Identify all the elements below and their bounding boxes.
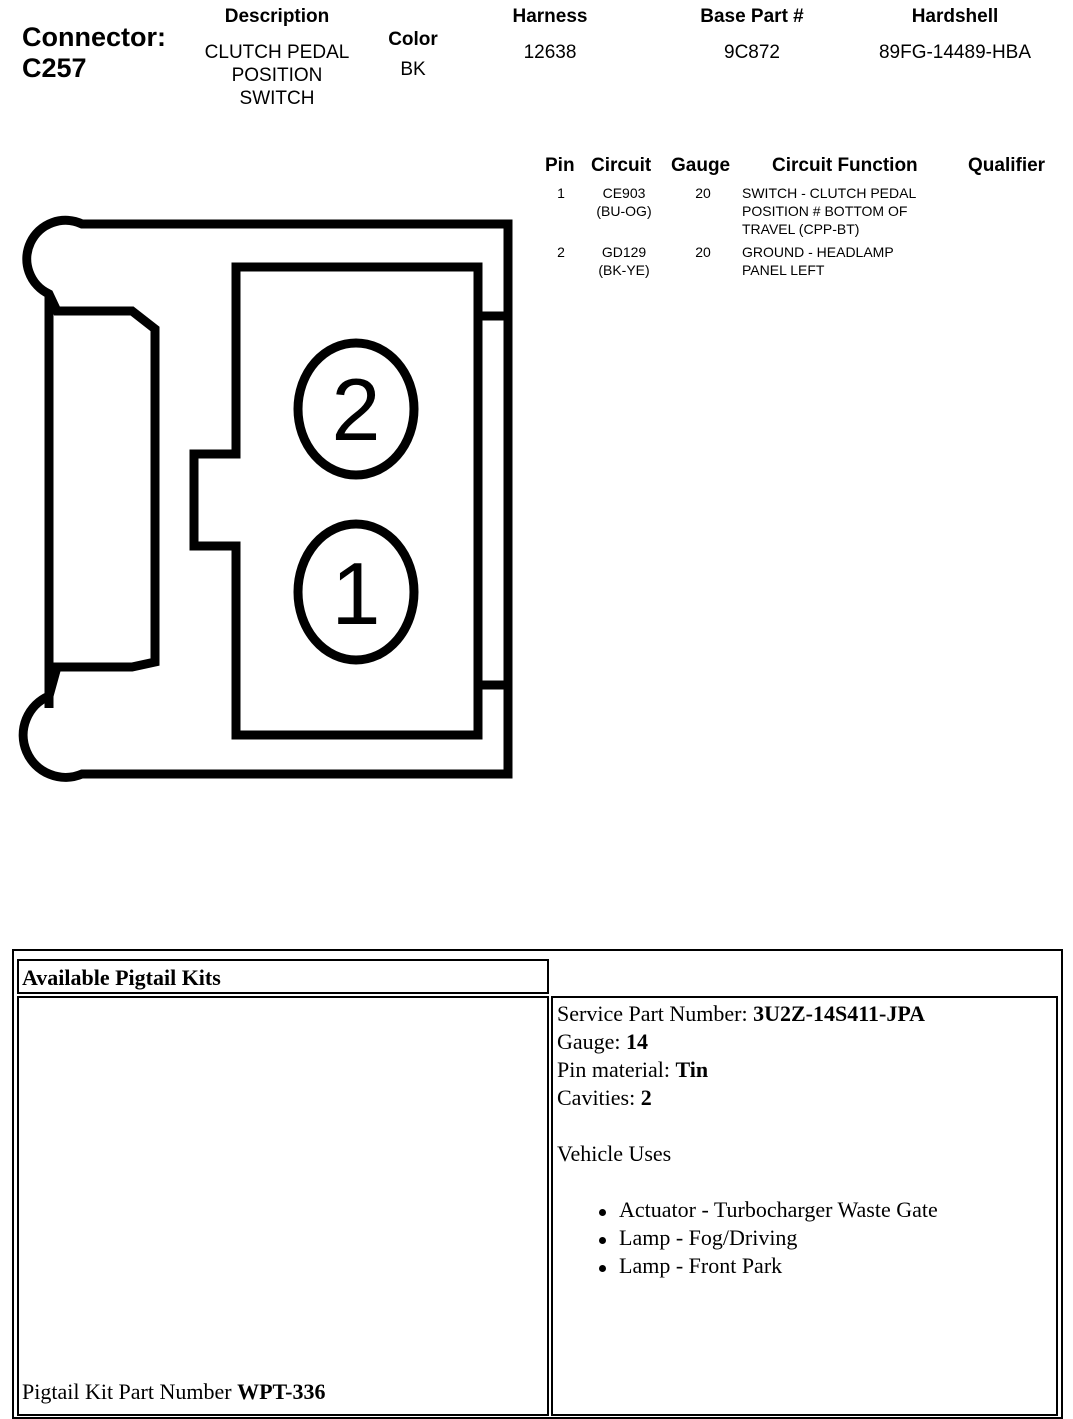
base-part-value: 9C872 [724,42,780,63]
connector-face-diagram [0,190,540,810]
base-part-label: Base Part # [700,6,804,27]
pin-material-label: Pin material: [557,1057,676,1082]
hardshell-column [855,6,1055,64]
description-value [177,41,377,110]
harness-column [480,6,620,64]
connector-shell-outline [23,220,508,777]
kit-gauge [557,1028,938,1056]
color-column [368,29,458,81]
pin-function [742,184,916,238]
pin-circuit [584,184,664,220]
cavity-1-label: 1 [331,544,381,643]
function-line: TRAVEL (CPP-BT) [742,221,860,237]
description-line: POSITION [231,65,323,86]
vehicle-use-item: Lamp - Front Park [591,1252,938,1280]
circuit-function-header: Circuit Function [772,155,918,176]
harness-value: 12638 [523,42,577,63]
pigtail-details [557,1000,938,1280]
description-column [177,6,377,110]
cavities [557,1084,938,1112]
service-part-value: 3U2Z-14S411-JPA [753,1001,926,1026]
vehicle-use-item: Actuator - Turbocharger Waste Gate [591,1196,938,1224]
harness-label: Harness [512,6,588,27]
hardshell-label: Hardshell [911,6,999,27]
cavity-2-label: 2 [331,360,381,459]
connector-title [22,22,166,84]
circuit-color: (BU-OG) [596,203,652,219]
function-line: GROUND - HEADLAMP [742,244,894,260]
circuit-color: (BK-YE) [598,262,650,278]
service-part-label: Service Part Number: [557,1001,754,1026]
circuit-header: Circuit [591,155,652,176]
pigtail-heading-cell [17,959,549,994]
pin-function [742,243,894,279]
cavities-label: Cavities: [557,1085,641,1110]
pigtail-details-cell [551,996,1058,1416]
pin-material [557,1056,938,1084]
description-label: Description [224,6,330,27]
pin-gauge: 20 [695,185,711,201]
pigtail-heading: Available Pigtail Kits [22,965,221,990]
base-part-column [672,6,832,64]
color-value: BK [400,59,426,80]
pin-gauge: 20 [695,244,711,260]
description-line: CLUTCH PEDAL [204,42,350,63]
circuit-code: GD129 [601,244,647,260]
function-line: SWITCH - CLUTCH PEDAL [742,185,917,201]
pin-material-value: Tin [675,1057,709,1082]
cavities-value: 2 [640,1085,652,1110]
color-label: Color [388,29,438,50]
pin-number: 1 [557,185,565,201]
pin-number: 2 [557,244,565,260]
service-part-number [557,1000,938,1028]
function-line: POSITION # BOTTOM OF [742,203,908,219]
vehicle-uses-label: Vehicle Uses [557,1141,672,1166]
pigtail-kit-cell [17,996,549,1416]
function-line: PANEL LEFT [742,262,825,278]
description-line: SWITCH [239,88,315,109]
circuit-code: CE903 [602,185,646,201]
kit-gauge-label: Gauge: [557,1029,627,1054]
vehicle-use-item: Lamp - Fog/Driving [591,1224,938,1252]
vehicle-uses-list [591,1196,938,1280]
pin-header: Pin [545,155,575,176]
pin-circuit [584,243,664,279]
kit-gauge-value: 14 [626,1029,649,1054]
connector-id: C257 [22,53,87,83]
hardshell-value: 89FG-14489-HBA [878,42,1032,63]
qualifier-header: Qualifier [968,155,1046,176]
connector-label: Connector: [22,22,166,52]
pigtail-kit-number [22,1378,326,1406]
kit-number-value: WPT-336 [237,1379,326,1404]
kit-number-label: Pigtail Kit Part Number [22,1379,238,1404]
gauge-header: Gauge [671,155,731,176]
cavity-housing [194,267,478,735]
